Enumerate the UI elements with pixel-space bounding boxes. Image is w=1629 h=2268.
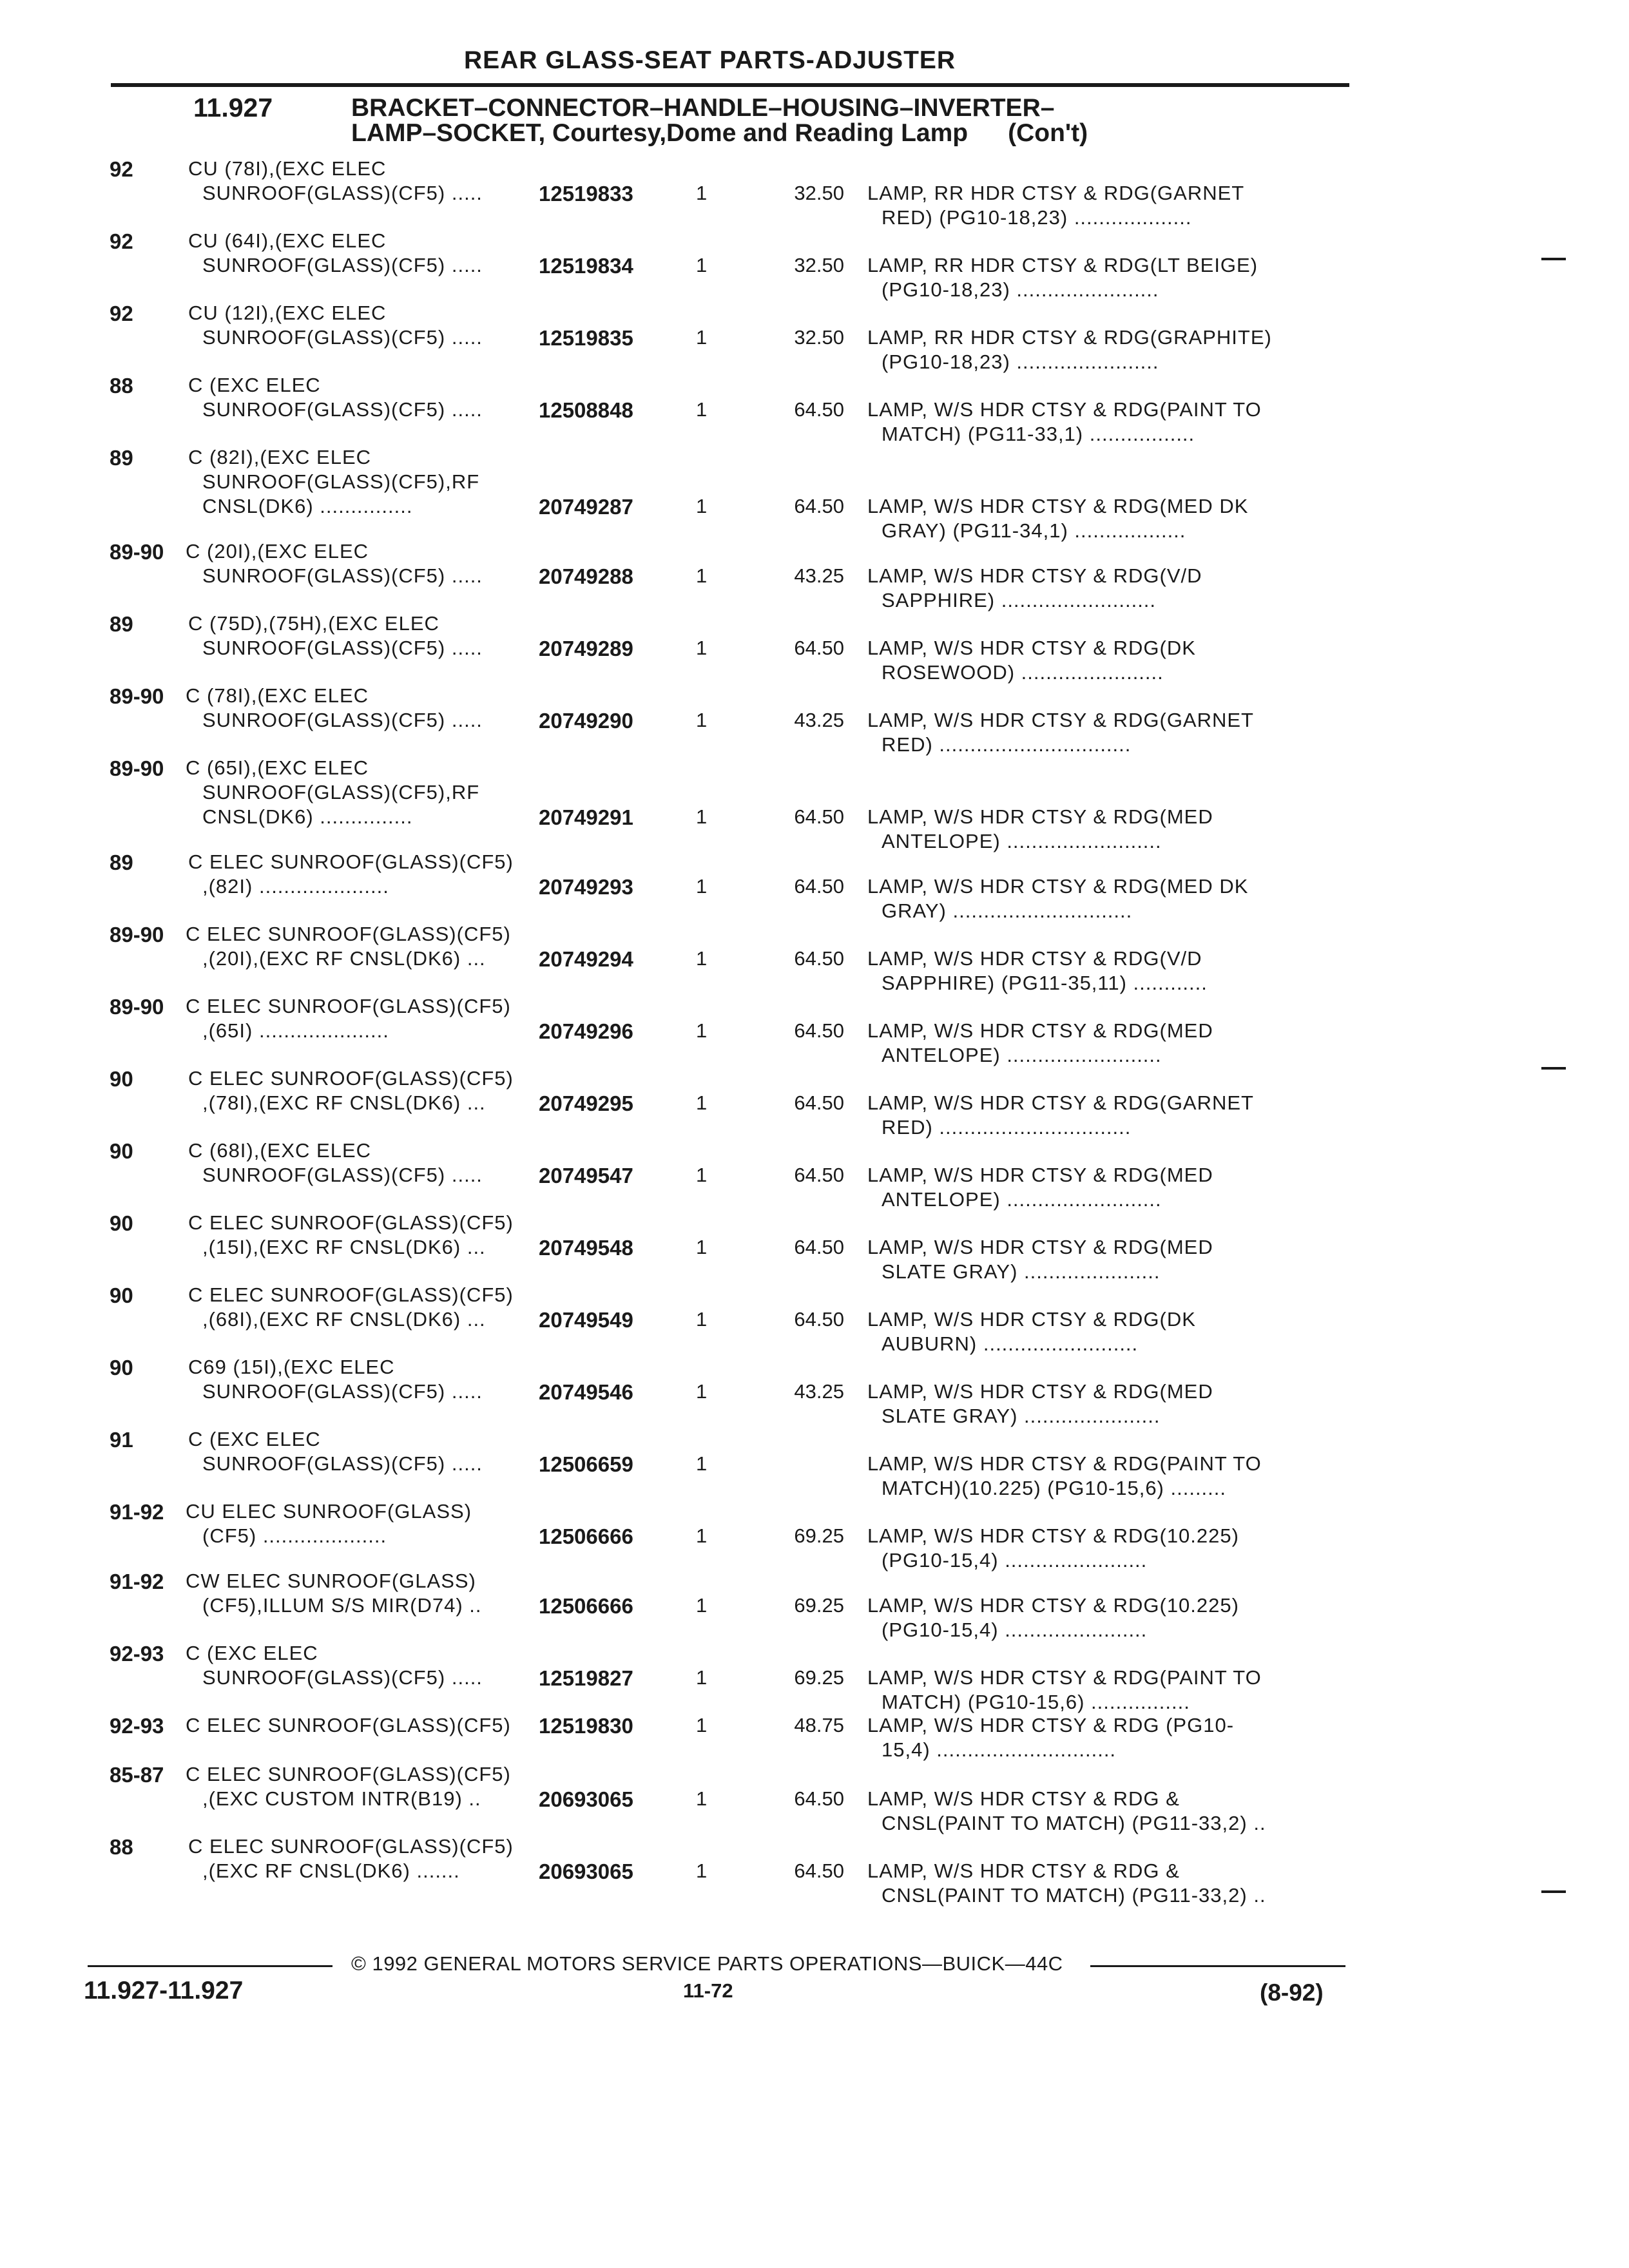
part-number: 12519830 xyxy=(539,1714,633,1738)
application-text: C (78I),(EXC ELEC xyxy=(186,684,369,707)
application-text: C ELEC SUNROOF(GLASS)(CF5) xyxy=(186,1763,511,1785)
part-description: LAMP, W/S HDR CTSY & RDG(MED DK xyxy=(867,495,1249,517)
price: 64.50 xyxy=(794,1091,844,1114)
part-description: LAMP, RR HDR CTSY & RDG(LT BEIGE) xyxy=(867,254,1258,276)
price: 64.50 xyxy=(794,1787,844,1810)
application-text: (CF5),ILLUM S/S MIR(D74) .. xyxy=(202,1594,482,1617)
part-description: LAMP, W/S HDR CTSY & RDG(PAINT TO xyxy=(867,398,1262,421)
part-description: LAMP, W/S HDR CTSY & RDG(MED DK xyxy=(867,875,1249,898)
application-text: SUNROOF(GLASS)(CF5) ..... xyxy=(202,326,483,349)
part-number: 12506659 xyxy=(539,1452,633,1476)
part-description: LAMP, W/S HDR CTSY & RDG(MED xyxy=(867,1019,1213,1042)
part-number: 12519827 xyxy=(539,1666,633,1690)
application-text: ,(15I),(EXC RF CNSL(DK6) ... xyxy=(202,1236,486,1258)
price: 64.50 xyxy=(794,805,844,828)
part-number: 20749289 xyxy=(539,637,633,660)
price: 64.50 xyxy=(794,637,844,659)
price: 32.50 xyxy=(794,182,844,204)
part-number: 20749287 xyxy=(539,495,633,519)
application-text: C ELEC SUNROOF(GLASS)(CF5) xyxy=(186,923,511,945)
part-number: 20749295 xyxy=(539,1091,633,1115)
application-text: CU ELEC SUNROOF(GLASS) xyxy=(186,1500,472,1523)
price: 32.50 xyxy=(794,254,844,276)
part-description: RED) ............................... xyxy=(882,1116,1132,1139)
part-number: 12506666 xyxy=(539,1594,633,1618)
part-description: CNSL(PAINT TO MATCH) (PG11-33,2) .. xyxy=(882,1812,1266,1834)
quantity: 1 xyxy=(696,564,708,587)
application-text: ,(65I) ..................... xyxy=(202,1019,389,1042)
application-text: SUNROOF(GLASS)(CF5) ..... xyxy=(202,1666,483,1689)
application-text: C ELEC SUNROOF(GLASS)(CF5) xyxy=(186,995,511,1017)
part-description: (PG10-15,4) ....................... xyxy=(882,1619,1148,1641)
model-year: 89 xyxy=(110,446,133,470)
application-text: CNSL(DK6) ............... xyxy=(202,495,413,517)
application-text: SUNROOF(GLASS)(CF5) ..... xyxy=(202,564,483,587)
footer-group-range: 11.927-11.927 xyxy=(84,1977,244,2004)
part-description: LAMP, W/S HDR CTSY & RDG(DK xyxy=(867,1308,1196,1331)
price: 43.25 xyxy=(794,1380,844,1403)
price: 64.50 xyxy=(794,1164,844,1186)
part-description: ANTELOPE) ......................... xyxy=(882,1188,1162,1211)
part-number: 20749291 xyxy=(539,805,633,829)
model-year: 85-87 xyxy=(110,1763,164,1787)
part-number: 12519835 xyxy=(539,326,633,350)
group-title-line-2: LAMP–SOCKET, Courtesy,Dome and Reading Lamp xyxy=(351,119,969,147)
model-year: 92-93 xyxy=(110,1642,164,1666)
group-number: 11.927 xyxy=(193,93,273,122)
application-text: C ELEC SUNROOF(GLASS)(CF5) xyxy=(188,1283,514,1306)
part-number: 12519833 xyxy=(539,182,633,206)
application-text: CNSL(DK6) ............... xyxy=(202,805,413,828)
application-text: SUNROOF(GLASS)(CF5) ..... xyxy=(202,254,483,276)
part-number: 20749290 xyxy=(539,709,633,733)
quantity: 1 xyxy=(696,1308,708,1331)
application-text: SUNROOF(GLASS)(CF5) ..... xyxy=(202,1452,483,1475)
part-description: LAMP, W/S HDR CTSY & RDG(10.225) xyxy=(867,1524,1239,1547)
part-description: (PG10-18,23) ....................... xyxy=(882,351,1159,373)
part-description: LAMP, W/S HDR CTSY & RDG(GARNET xyxy=(867,1091,1254,1114)
footer-rule-left xyxy=(88,1965,333,1967)
part-description: ANTELOPE) ......................... xyxy=(882,830,1162,852)
part-description: LAMP, W/S HDR CTSY & RDG & xyxy=(867,1787,1180,1810)
application-text: C ELEC SUNROOF(GLASS)(CF5) xyxy=(186,1714,511,1736)
price: 64.50 xyxy=(794,1308,844,1331)
quantity: 1 xyxy=(696,709,708,731)
part-description: (PG10-18,23) ....................... xyxy=(882,278,1159,301)
price: 69.25 xyxy=(794,1666,844,1689)
part-description: SLATE GRAY) ...................... xyxy=(882,1405,1161,1427)
application-text: C (82I),(EXC ELEC xyxy=(188,446,372,468)
model-year: 92 xyxy=(110,157,133,181)
part-number: 12508848 xyxy=(539,398,633,422)
application-text: C ELEC SUNROOF(GLASS)(CF5) xyxy=(188,1067,514,1090)
application-text: C (EXC ELEC xyxy=(186,1642,318,1664)
part-description: AUBURN) ......................... xyxy=(882,1332,1139,1355)
quantity: 1 xyxy=(696,1860,708,1882)
price: 64.50 xyxy=(794,875,844,898)
margin-tick xyxy=(1541,258,1566,260)
quantity: 1 xyxy=(696,1091,708,1114)
part-description: MATCH) (PG11-33,1) ................. xyxy=(882,423,1195,445)
price: 69.25 xyxy=(794,1524,844,1547)
part-number: 20749288 xyxy=(539,564,633,588)
application-text: C (68I),(EXC ELEC xyxy=(188,1139,372,1162)
model-year: 89-90 xyxy=(110,995,164,1019)
part-description: LAMP, RR HDR CTSY & RDG(GARNET xyxy=(867,182,1245,204)
application-text: C ELEC SUNROOF(GLASS)(CF5) xyxy=(188,1835,514,1858)
application-text: SUNROOF(GLASS)(CF5),RF xyxy=(202,470,480,493)
part-description: RED) (PG10-18,23) ................... xyxy=(882,206,1192,229)
price: 64.50 xyxy=(794,1019,844,1042)
application-text: SUNROOF(GLASS)(CF5) ..... xyxy=(202,1380,483,1403)
part-description: LAMP, W/S HDR CTSY & RDG (PG10- xyxy=(867,1714,1235,1736)
quantity: 1 xyxy=(696,1380,708,1403)
application-text: ,(EXC RF CNSL(DK6) ....... xyxy=(202,1860,460,1882)
part-number: 20749293 xyxy=(539,875,633,899)
part-number: 20749548 xyxy=(539,1236,633,1260)
model-year: 88 xyxy=(110,374,133,398)
model-year: 90 xyxy=(110,1139,133,1163)
part-description: LAMP, W/S HDR CTSY & RDG(DK xyxy=(867,637,1196,659)
application-text: ,(82I) ..................... xyxy=(202,875,389,898)
part-description: LAMP, W/S HDR CTSY & RDG(V/D xyxy=(867,564,1202,587)
continued-label: (Con't) xyxy=(1008,119,1088,147)
quantity: 1 xyxy=(696,495,708,517)
quantity: 1 xyxy=(696,326,708,349)
quantity: 1 xyxy=(696,398,708,421)
application-text: C ELEC SUNROOF(GLASS)(CF5) xyxy=(188,1211,514,1234)
application-text: ,(68I),(EXC RF CNSL(DK6) ... xyxy=(202,1308,486,1331)
model-year: 91 xyxy=(110,1428,133,1452)
part-number: 20749549 xyxy=(539,1308,633,1332)
price: 64.50 xyxy=(794,947,844,970)
model-year: 90 xyxy=(110,1356,133,1379)
quantity: 1 xyxy=(696,1666,708,1689)
part-number: 12519834 xyxy=(539,254,633,278)
part-description: LAMP, W/S HDR CTSY & RDG(PAINT TO xyxy=(867,1452,1262,1475)
model-year: 89-90 xyxy=(110,756,164,780)
part-description: SAPPHIRE) ......................... xyxy=(882,589,1157,611)
part-description: LAMP, W/S HDR CTSY & RDG(10.225) xyxy=(867,1594,1239,1617)
page-title: REAR GLASS-SEAT PARTS-ADJUSTER xyxy=(464,46,956,74)
model-year: 91-92 xyxy=(110,1570,164,1593)
part-number: 20749294 xyxy=(539,947,633,971)
part-number: 20749546 xyxy=(539,1380,633,1404)
footer-revision-date: (8-92) xyxy=(1260,1979,1324,2006)
margin-tick xyxy=(1541,1890,1566,1893)
part-description: CNSL(PAINT TO MATCH) (PG11-33,2) .. xyxy=(882,1884,1266,1907)
part-description: LAMP, RR HDR CTSY & RDG(GRAPHITE) xyxy=(867,326,1272,349)
quantity: 1 xyxy=(696,1019,708,1042)
part-description: LAMP, W/S HDR CTSY & RDG(MED xyxy=(867,1380,1213,1403)
part-number: 12506666 xyxy=(539,1524,633,1548)
footer-page-number: 11-72 xyxy=(683,1979,733,2002)
part-description: LAMP, W/S HDR CTSY & RDG(GARNET xyxy=(867,709,1254,731)
model-year: 88 xyxy=(110,1835,133,1859)
footer-copyright: © 1992 GENERAL MOTORS SERVICE PARTS OPERATIONS—BUICK—44C xyxy=(351,1952,1063,1975)
quantity: 1 xyxy=(696,1594,708,1617)
application-text: (CF5) .................... xyxy=(202,1524,387,1547)
part-number: 20749296 xyxy=(539,1019,633,1043)
application-text: C (65I),(EXC ELEC xyxy=(186,756,369,779)
application-text: CU (78I),(EXC ELEC xyxy=(188,157,387,180)
application-text: C (EXC ELEC xyxy=(188,374,321,396)
application-text: SUNROOF(GLASS)(CF5) ..... xyxy=(202,398,483,421)
part-description: GRAY) (PG11-34,1) .................. xyxy=(882,519,1186,542)
application-text: ,(20I),(EXC RF CNSL(DK6) ... xyxy=(202,947,486,970)
application-text: SUNROOF(GLASS)(CF5) ..... xyxy=(202,637,483,659)
quantity: 1 xyxy=(696,875,708,898)
quantity: 1 xyxy=(696,182,708,204)
part-description: ROSEWOOD) ....................... xyxy=(882,661,1164,684)
application-text: C ELEC SUNROOF(GLASS)(CF5) xyxy=(188,850,514,873)
model-year: 89 xyxy=(110,612,133,636)
part-description: LAMP, W/S HDR CTSY & RDG(V/D xyxy=(867,947,1202,970)
model-year: 89 xyxy=(110,850,133,874)
model-year: 89-90 xyxy=(110,684,164,708)
quantity: 1 xyxy=(696,1714,708,1736)
price: 69.25 xyxy=(794,1594,844,1617)
part-number: 20749547 xyxy=(539,1164,633,1187)
model-year: 90 xyxy=(110,1067,133,1091)
footer-rule-right xyxy=(1090,1965,1345,1967)
application-text: SUNROOF(GLASS)(CF5) ..... xyxy=(202,182,483,204)
model-year: 92 xyxy=(110,302,133,325)
part-description: LAMP, W/S HDR CTSY & RDG(MED xyxy=(867,1164,1213,1186)
price: 64.50 xyxy=(794,1860,844,1882)
model-year: 92-93 xyxy=(110,1714,164,1738)
model-year: 89-90 xyxy=(110,923,164,947)
part-number: 20693065 xyxy=(539,1787,633,1811)
part-description: (PG10-15,4) ....................... xyxy=(882,1549,1148,1571)
application-text: SUNROOF(GLASS)(CF5) ..... xyxy=(202,709,483,731)
application-text: SUNROOF(GLASS)(CF5),RF xyxy=(202,781,480,803)
group-title-line-1: BRACKET–CONNECTOR–HANDLE–HOUSING–INVERTER– xyxy=(351,94,1055,122)
price: 48.75 xyxy=(794,1714,844,1736)
price: 64.50 xyxy=(794,1236,844,1258)
application-text: CW ELEC SUNROOF(GLASS) xyxy=(186,1570,476,1592)
application-text: CU (12I),(EXC ELEC xyxy=(188,302,387,324)
application-text: C (75D),(75H),(EXC ELEC xyxy=(188,612,439,635)
part-description: RED) ............................... xyxy=(882,733,1132,756)
part-description: LAMP, W/S HDR CTSY & RDG(MED xyxy=(867,805,1213,828)
model-year: 90 xyxy=(110,1283,133,1307)
part-description: SAPPHIRE) (PG11-35,11) ............ xyxy=(882,972,1208,994)
application-text: SUNROOF(GLASS)(CF5) ..... xyxy=(202,1164,483,1186)
model-year: 91-92 xyxy=(110,1500,164,1524)
part-description: 15,4) ............................. xyxy=(882,1738,1117,1761)
part-description: MATCH)(10.225) (PG10-15,6) ......... xyxy=(882,1477,1227,1499)
application-text: C (20I),(EXC ELEC xyxy=(186,540,369,562)
application-text: C69 (15I),(EXC ELEC xyxy=(188,1356,395,1378)
quantity: 1 xyxy=(696,254,708,276)
model-year: 89-90 xyxy=(110,540,164,564)
part-description: SLATE GRAY) ...................... xyxy=(882,1260,1161,1283)
part-description: GRAY) ............................. xyxy=(882,899,1133,922)
part-description: LAMP, W/S HDR CTSY & RDG(PAINT TO xyxy=(867,1666,1262,1689)
part-description: MATCH) (PG10-15,6) ................ xyxy=(882,1691,1190,1713)
part-description: ANTELOPE) ......................... xyxy=(882,1044,1162,1066)
part-description: LAMP, W/S HDR CTSY & RDG(MED xyxy=(867,1236,1213,1258)
application-text: CU (64I),(EXC ELEC xyxy=(188,229,387,252)
quantity: 1 xyxy=(696,1164,708,1186)
price: 43.25 xyxy=(794,709,844,731)
margin-tick xyxy=(1541,1067,1566,1070)
price: 43.25 xyxy=(794,564,844,587)
price: 32.50 xyxy=(794,326,844,349)
quantity: 1 xyxy=(696,637,708,659)
part-description: LAMP, W/S HDR CTSY & RDG & xyxy=(867,1860,1180,1882)
part-number: 20693065 xyxy=(539,1860,633,1883)
quantity: 1 xyxy=(696,947,708,970)
price: 64.50 xyxy=(794,398,844,421)
model-year: 90 xyxy=(110,1211,133,1235)
quantity: 1 xyxy=(696,1787,708,1810)
quantity: 1 xyxy=(696,1524,708,1547)
application-text: ,(78I),(EXC RF CNSL(DK6) ... xyxy=(202,1091,486,1114)
price: 64.50 xyxy=(794,495,844,517)
quantity: 1 xyxy=(696,805,708,828)
application-text: ,(EXC CUSTOM INTR(B19) .. xyxy=(202,1787,481,1810)
model-year: 92 xyxy=(110,229,133,253)
application-text: C (EXC ELEC xyxy=(188,1428,321,1450)
quantity: 1 xyxy=(696,1236,708,1258)
quantity: 1 xyxy=(696,1452,708,1475)
